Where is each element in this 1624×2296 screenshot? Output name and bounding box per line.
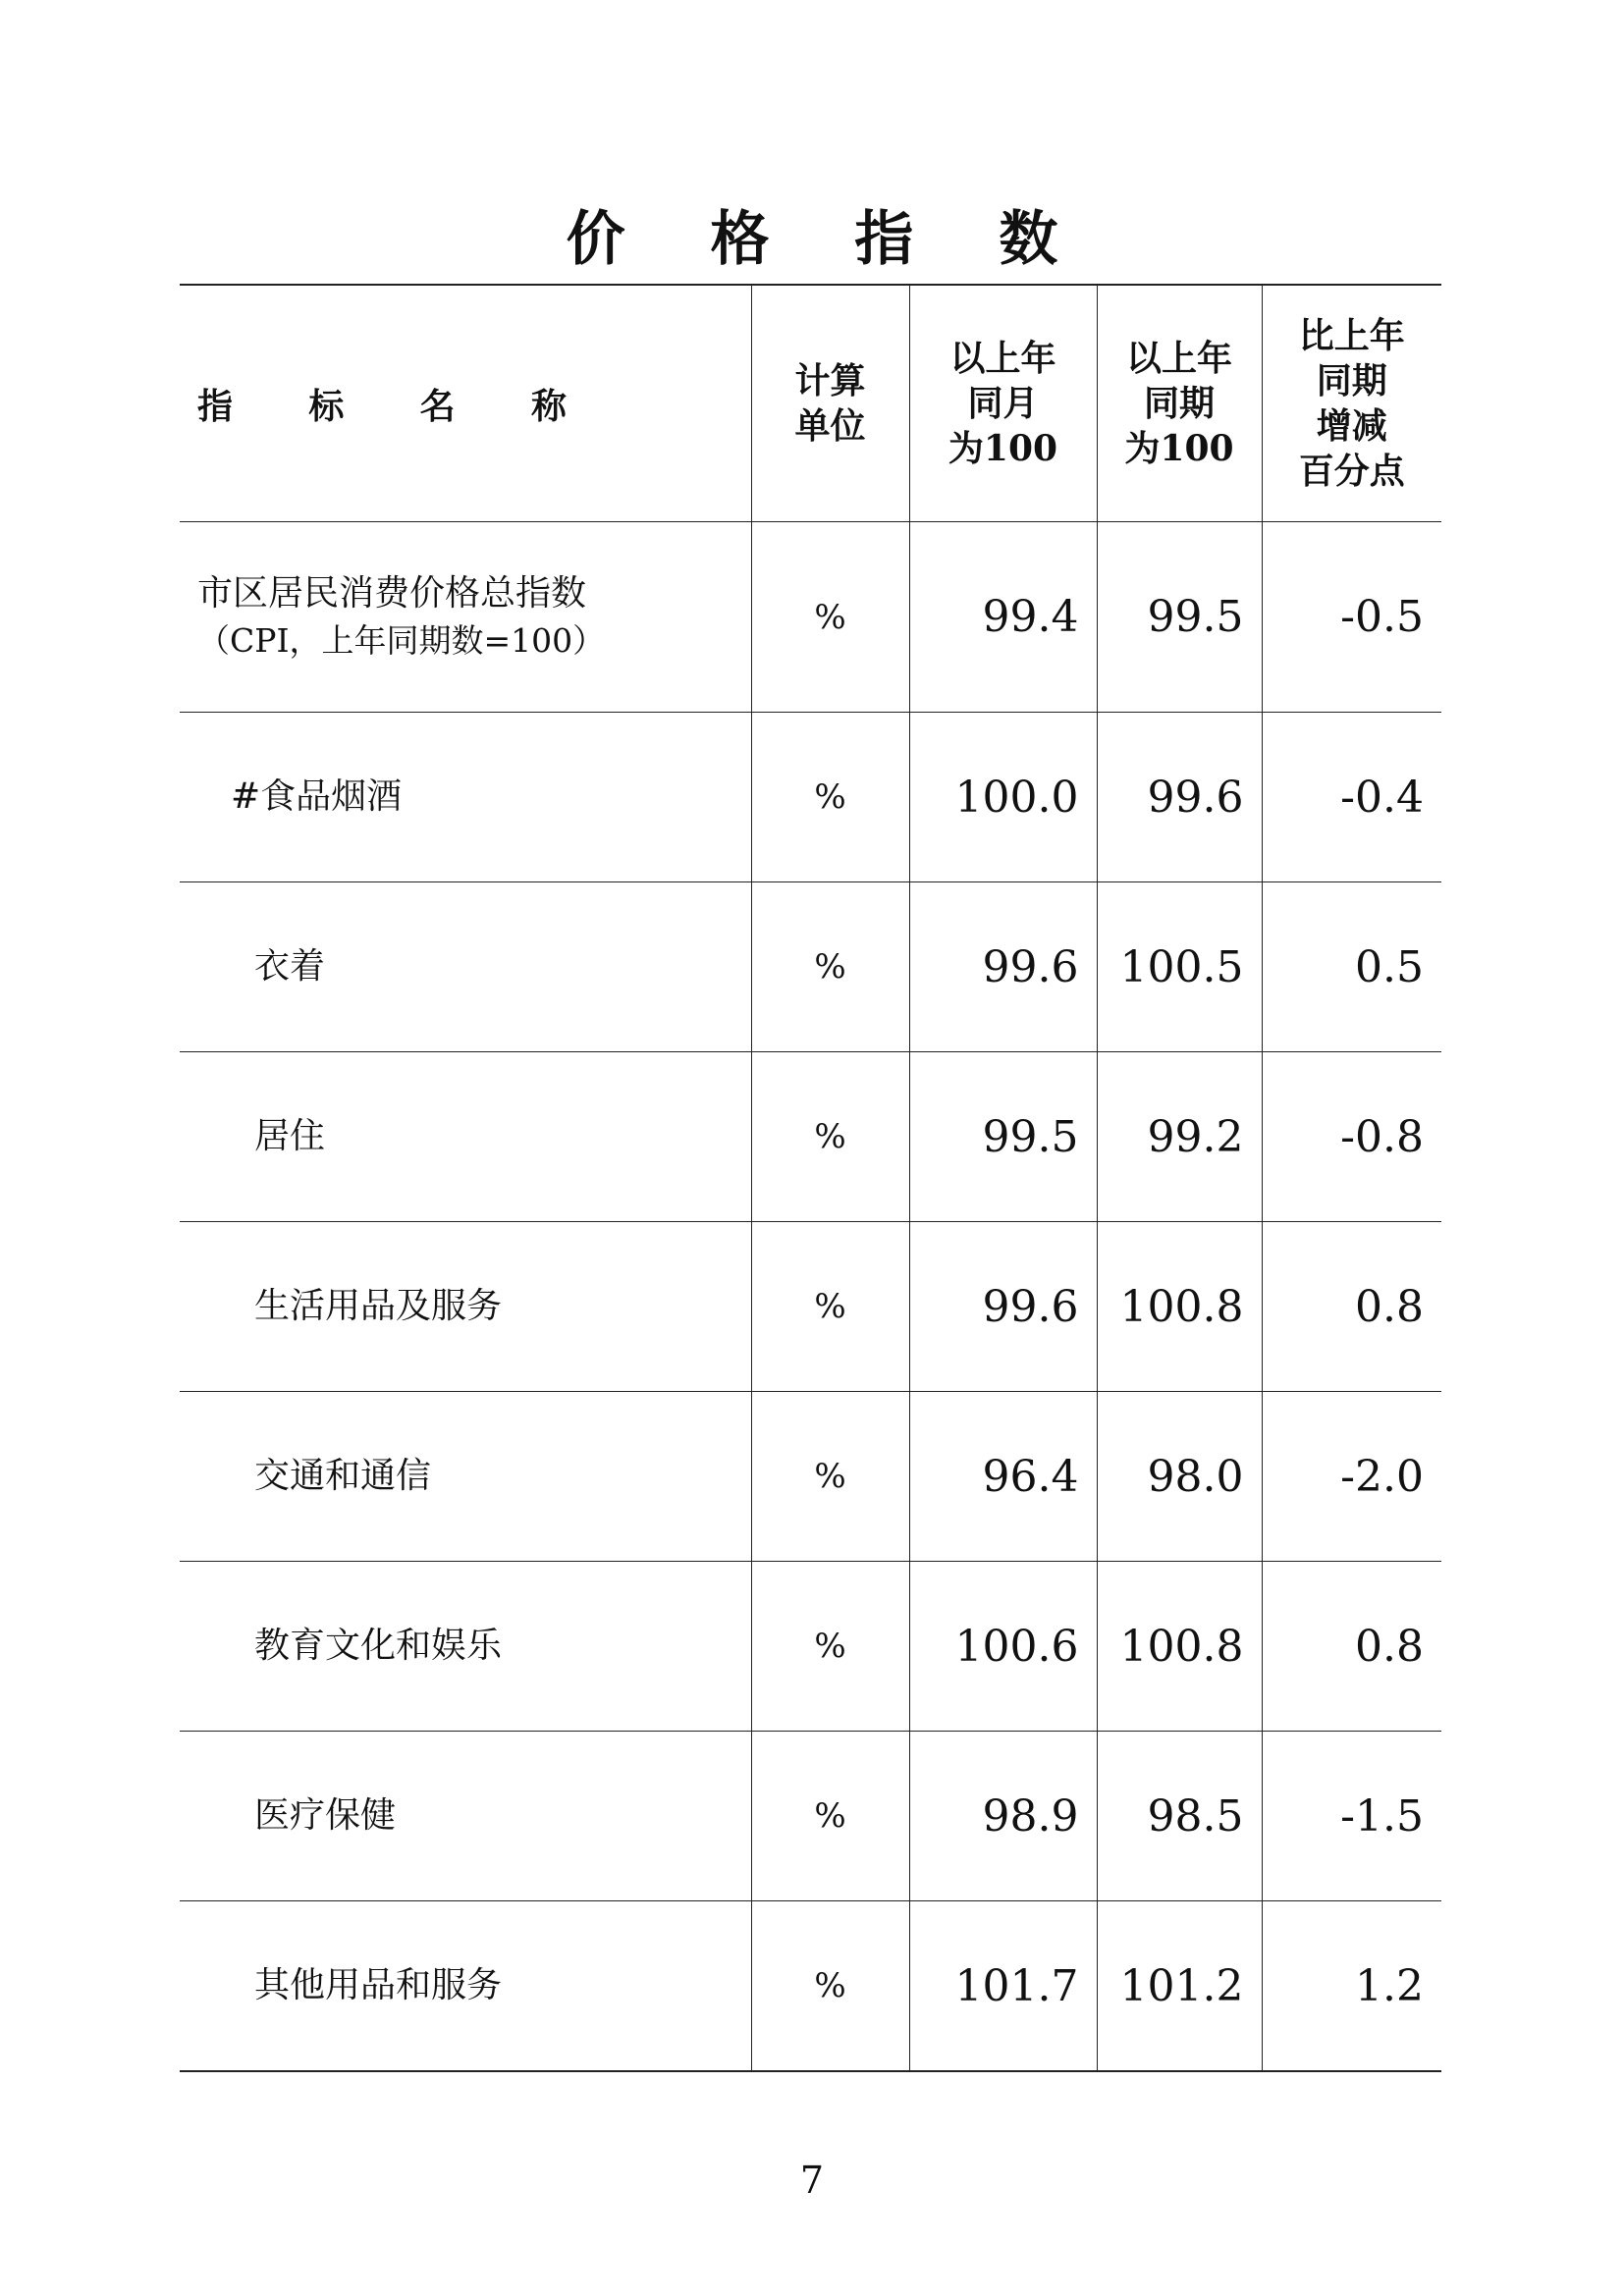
table-header-row	[180, 285, 1441, 522]
row-yoy-month: 99.6	[909, 1222, 1097, 1392]
row-change: 0.8	[1262, 1222, 1441, 1392]
row-yoy-month: 96.4	[909, 1392, 1097, 1562]
table-row	[180, 1392, 1441, 1562]
row-yoy-period: 100.8	[1097, 1222, 1262, 1392]
row-yoy-period: 99.6	[1097, 713, 1262, 882]
page-number: 7	[799, 2159, 825, 2202]
header-unit: 计算 单位	[751, 285, 909, 522]
page-title: 价 格 指 数	[566, 205, 1091, 274]
row-change: -0.4	[1262, 713, 1441, 882]
row-name: 交通和通信	[180, 1392, 751, 1562]
header-yoy-period: 以上年 同期 为100	[1097, 285, 1262, 522]
row-name: 市区居民消费价格总指数 （CPI，上年同期数=100）	[180, 522, 751, 713]
row-change: -0.8	[1262, 1052, 1441, 1222]
row-unit: %	[751, 1052, 909, 1222]
row-yoy-month: 99.5	[909, 1052, 1097, 1222]
row-yoy-period: 98.5	[1097, 1732, 1262, 1901]
row-unit: %	[751, 1901, 909, 2072]
row-yoy-period: 101.2	[1097, 1901, 1262, 2072]
row-unit: %	[751, 1562, 909, 1732]
row-unit: %	[751, 522, 909, 713]
row-name: 居住	[180, 1052, 751, 1222]
row-yoy-period: 100.5	[1097, 882, 1262, 1052]
row-yoy-month: 100.0	[909, 713, 1097, 882]
price-index-table	[180, 284, 1441, 2072]
row-name: #食品烟酒	[180, 713, 751, 882]
row-yoy-month: 100.6	[909, 1562, 1097, 1732]
row-name: 教育文化和娱乐	[180, 1562, 751, 1732]
row-change: 1.2	[1262, 1901, 1441, 2072]
table-row	[180, 522, 1441, 713]
row-yoy-month: 101.7	[909, 1901, 1097, 2072]
header-indicator-name: 指 标 名 称	[180, 285, 751, 522]
table-row	[180, 882, 1441, 1052]
header-change-points: 比上年 同期 增减 百分点	[1262, 285, 1441, 522]
row-name: 衣着	[180, 882, 751, 1052]
table-row	[180, 713, 1441, 882]
row-change: -2.0	[1262, 1392, 1441, 1562]
row-change: 0.5	[1262, 882, 1441, 1052]
row-name: 其他用品和服务	[180, 1901, 751, 2072]
row-yoy-period: 99.2	[1097, 1052, 1262, 1222]
row-name: 生活用品及服务	[180, 1222, 751, 1392]
row-change: -1.5	[1262, 1732, 1441, 1901]
table-row	[180, 1732, 1441, 1901]
row-change: 0.8	[1262, 1562, 1441, 1732]
row-unit: %	[751, 713, 909, 882]
table-row	[180, 1562, 1441, 1732]
row-unit: %	[751, 882, 909, 1052]
row-unit: %	[751, 1392, 909, 1562]
row-yoy-period: 98.0	[1097, 1392, 1262, 1562]
row-change: -0.5	[1262, 522, 1441, 713]
row-name: 医疗保健	[180, 1732, 751, 1901]
row-yoy-month: 99.4	[909, 522, 1097, 713]
row-yoy-month: 98.9	[909, 1732, 1097, 1901]
row-unit: %	[751, 1222, 909, 1392]
table-row	[180, 1052, 1441, 1222]
row-unit: %	[751, 1732, 909, 1901]
header-yoy-month: 以上年 同月 为100	[909, 285, 1097, 522]
row-yoy-period: 100.8	[1097, 1562, 1262, 1732]
row-yoy-period: 99.5	[1097, 522, 1262, 713]
table-row	[180, 1901, 1441, 2072]
table-row	[180, 1222, 1441, 1392]
row-yoy-month: 99.6	[909, 882, 1097, 1052]
